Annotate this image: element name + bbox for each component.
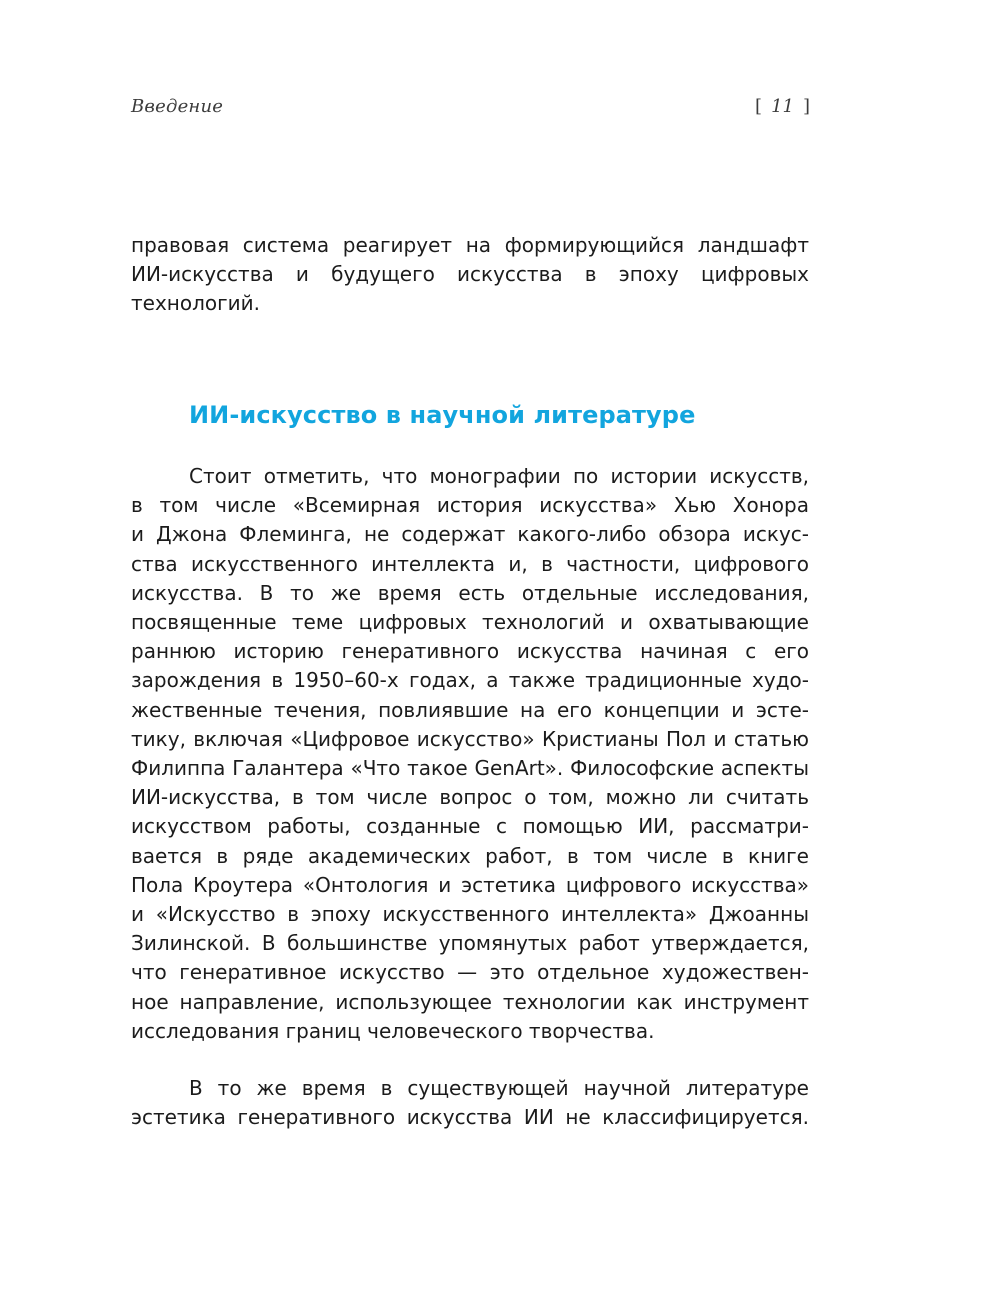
page-number	[755, 96, 810, 117]
text-line: вается в ряде академических работ, в том числе в книге	[131, 843, 809, 868]
text-line: и Джона Флеминга, не содержат какого-либо обзора искус-	[131, 522, 809, 547]
text-line: технологий.	[131, 291, 260, 316]
text-line: искусством работы, созданные с помощью ИИ, рассматри-	[131, 814, 809, 839]
body-paragraph-1	[131, 462, 809, 1046]
text-line: зарождения в 1950–60-х годах, а также традиционные худо-	[131, 668, 809, 693]
section-heading: ИИ-искусство в научной литературе	[189, 401, 696, 429]
text-line: тику, включая «Цифровое искусство» Кристианы Пол и статью	[131, 726, 809, 751]
text-line: в том числе «Всемирная история искусства» Хью Хонора	[131, 493, 809, 518]
text-line: что генеративное искусство — это отдельное художествен-	[131, 960, 809, 985]
text-line: Филиппа Галантера «Что такое GenArt». Философские аспекты	[131, 756, 809, 781]
bracket-open: [	[755, 96, 763, 117]
bracket-close: ]	[802, 96, 810, 117]
text-line: исследования границ человеческого творчества.	[131, 1018, 655, 1043]
text-line: посвященные теме цифровых технологий и охватывающие	[131, 610, 809, 635]
continuation-paragraph	[131, 231, 809, 319]
page-number-value: 11	[771, 96, 794, 117]
text-line: и «Искусство в эпоху искусственного интеллекта» Джоанны	[131, 902, 809, 927]
text-line: Стоит отметить, что монографии по истории искусств,	[189, 464, 809, 488]
text-line: ства искусственного интеллекта и, в частности, цифрового	[131, 551, 809, 576]
text-line: правовая система реагирует на формирующийся ландшафт	[131, 233, 809, 257]
body-paragraph-2	[131, 1074, 809, 1132]
running-head: Введение	[131, 96, 224, 117]
text-line: раннюю историю генеративного искусства начиная с его	[131, 639, 809, 664]
text-line: В то же время в существующей научной литературе	[189, 1076, 809, 1100]
text-line: Пола Кроутера «Онтология и эстетика цифрового искусства»	[131, 872, 809, 897]
text-line: ИИ-искусства, в том числе вопрос о том, можно ли считать	[131, 785, 809, 810]
text-line: эстетика генеративного искусства ИИ не классифицируется.	[131, 1105, 809, 1130]
text-line: жественные течения, повлиявшие на его концепции и эсте-	[131, 697, 809, 722]
text-line: ное направление, использующее технологии как инструмент	[131, 989, 809, 1014]
text-line: Зилинской. В большинстве упомянутых работ утверждается,	[131, 931, 809, 956]
text-line: ИИ-искусства и будущего искусства в эпоху цифровых	[131, 262, 809, 287]
text-line: искусства. В то же время есть отдельные исследования,	[131, 580, 809, 605]
